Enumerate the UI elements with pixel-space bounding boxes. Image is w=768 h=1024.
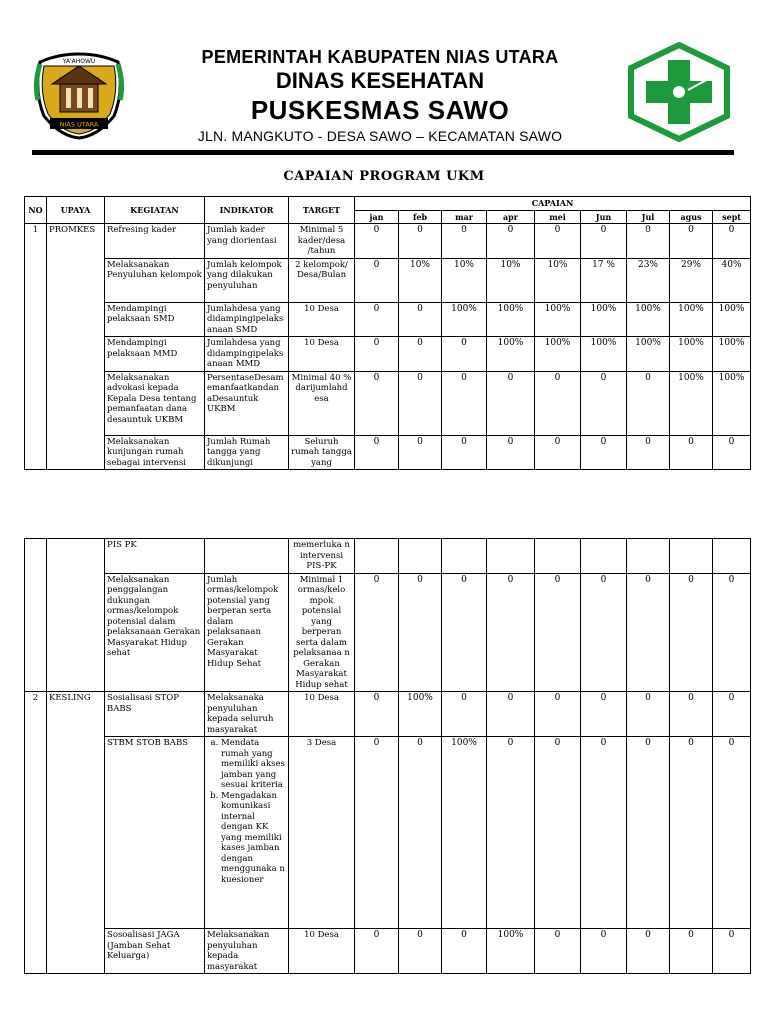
table-row bbox=[25, 573, 751, 692]
row-indikator bbox=[205, 539, 289, 574]
value-cell: 0 bbox=[713, 692, 751, 737]
value-cell: 0 bbox=[627, 929, 670, 974]
header-target: TARGET bbox=[289, 197, 355, 224]
value-cell: 0 bbox=[581, 371, 627, 435]
emblem-top-text: YA'AHOWU bbox=[62, 58, 96, 65]
value-cell: 17 % bbox=[581, 258, 627, 302]
value-cell: 0 bbox=[713, 737, 751, 929]
table-row bbox=[25, 337, 751, 372]
value-cell: 0 bbox=[713, 224, 751, 259]
row-number: 1 bbox=[25, 224, 47, 470]
row-kegiatan: Refresing kader bbox=[105, 224, 205, 259]
value-cell: 0 bbox=[670, 224, 713, 259]
indikator-list bbox=[207, 738, 286, 885]
month-header: Jun bbox=[581, 210, 627, 224]
value-cell: 100% bbox=[487, 302, 535, 337]
row-indikator: Jumlah kader yang diorientasi bbox=[205, 224, 289, 259]
row-number bbox=[25, 539, 47, 692]
value-cell: 100% bbox=[713, 302, 751, 337]
value-cell: 100% bbox=[442, 737, 487, 929]
value-cell: 100% bbox=[581, 302, 627, 337]
list-item: a. Mendata rumah yang memiliki akses jamban yang sesuai kriteria bbox=[221, 738, 286, 791]
value-cell: 0 bbox=[355, 737, 399, 929]
value-cell: 10% bbox=[399, 258, 442, 302]
value-cell: 0 bbox=[355, 258, 399, 302]
letterhead-government: PEMERINTAH KABUPATEN NIAS UTARA bbox=[201, 47, 559, 67]
value-cell: 0 bbox=[581, 692, 627, 737]
value-cell: 0 bbox=[399, 435, 442, 470]
value-cell: 0 bbox=[535, 692, 581, 737]
row-target: 3 Desa bbox=[289, 737, 355, 929]
row-indikator: Melaksanakan penyuluhan kepada masyarakat bbox=[205, 929, 289, 974]
row-kegiatan: Mendampingi pelaksaan SMD bbox=[105, 302, 205, 337]
month-header: feb bbox=[399, 210, 442, 224]
value-cell: 100% bbox=[670, 302, 713, 337]
letterhead-text bbox=[140, 46, 620, 146]
row-kegiatan: Melaksanakan advokasi kepada Kepala Desa tentang pemanfaatan dana desauntuk UKBM bbox=[105, 371, 205, 435]
letterhead bbox=[0, 0, 768, 160]
value-cell: 0 bbox=[355, 573, 399, 692]
letterhead-divider bbox=[32, 150, 734, 155]
value-cell: 0 bbox=[535, 371, 581, 435]
capaian-table-page1 bbox=[24, 196, 751, 470]
row-kegiatan: Melaksanakan penggalangan dukungan ormas/kelompok potensial dalam pelaksanaan Gerakan Masyarakat Hidup sehat bbox=[105, 573, 205, 692]
value-cell: 100% bbox=[535, 302, 581, 337]
value-cell: 0 bbox=[713, 573, 751, 692]
document-title: CAPAIAN PROGRAM UKM bbox=[283, 169, 485, 184]
value-cell: 0 bbox=[581, 737, 627, 929]
emblem-bottom-text: NIAS UTARA bbox=[59, 120, 99, 129]
value-cell: 0 bbox=[487, 224, 535, 259]
value-cell: 0 bbox=[713, 435, 751, 470]
row-target: 10 Desa bbox=[289, 692, 355, 737]
value-cell: 0 bbox=[535, 929, 581, 974]
row-target: 10 Desa bbox=[289, 337, 355, 372]
month-header: mei bbox=[535, 210, 581, 224]
value-cell: 0 bbox=[581, 929, 627, 974]
value-cell: 0 bbox=[399, 302, 442, 337]
value-cell: 100% bbox=[442, 302, 487, 337]
value-cell: 0 bbox=[355, 371, 399, 435]
value-cell: 0 bbox=[581, 573, 627, 692]
value-cell bbox=[581, 539, 627, 574]
value-cell: 40% bbox=[713, 258, 751, 302]
value-cell: 0 bbox=[399, 224, 442, 259]
value-cell bbox=[670, 539, 713, 574]
value-cell: 0 bbox=[535, 573, 581, 692]
value-cell: 0 bbox=[399, 929, 442, 974]
table-row bbox=[25, 435, 751, 470]
table-row bbox=[25, 692, 751, 737]
table-header-row bbox=[25, 197, 751, 211]
table-row bbox=[25, 258, 751, 302]
row-upaya: KESLING bbox=[47, 692, 105, 974]
value-cell: 0 bbox=[535, 737, 581, 929]
letterhead-institution: PUSKESMAS SAWO bbox=[250, 95, 510, 125]
row-kegiatan: PIS PK bbox=[105, 539, 205, 574]
value-cell: 100% bbox=[713, 337, 751, 372]
row-indikator: PersentaseDesam emanfaatkandan aDesauntuk UKBM bbox=[205, 371, 289, 435]
value-cell: 0 bbox=[581, 435, 627, 470]
value-cell: 100% bbox=[670, 371, 713, 435]
row-kegiatan: STBM STOB BABS bbox=[105, 737, 205, 929]
value-cell: 0 bbox=[670, 737, 713, 929]
row-target: Minimal 5 kader/desa /tahun bbox=[289, 224, 355, 259]
row-upaya: PROMKES bbox=[47, 224, 105, 470]
value-cell: 100% bbox=[399, 692, 442, 737]
table-row bbox=[25, 302, 751, 337]
row-target: 2 kelompok/ Desa/Bulan bbox=[289, 258, 355, 302]
value-cell: 0 bbox=[442, 371, 487, 435]
value-cell: 0 bbox=[627, 371, 670, 435]
table-row bbox=[25, 737, 751, 929]
table-row bbox=[25, 371, 751, 435]
row-indikator: Jumlahdesa yang didampingipelaks anaan MMD bbox=[205, 337, 289, 372]
header-upaya: UPAYA bbox=[47, 197, 105, 224]
row-indikator-list bbox=[205, 737, 289, 929]
value-cell: 100% bbox=[487, 929, 535, 974]
row-number: 2 bbox=[25, 692, 47, 974]
row-kegiatan: Melaksanakan Penyuluhan kelompok bbox=[105, 258, 205, 302]
value-cell: 100% bbox=[627, 302, 670, 337]
value-cell: 0 bbox=[535, 435, 581, 470]
value-cell: 0 bbox=[355, 302, 399, 337]
value-cell: 0 bbox=[399, 337, 442, 372]
value-cell: 0 bbox=[670, 692, 713, 737]
value-cell: 0 bbox=[442, 224, 487, 259]
value-cell: 0 bbox=[535, 224, 581, 259]
letterhead-department: DINAS KESEHATAN bbox=[275, 68, 485, 93]
puskesmas-logo-icon bbox=[626, 42, 732, 142]
row-indikator: Jumlah ormas/kelompok potensial yang berperan serta dalam pelaksanaan Gerakan Masyarakat Hidup Sehat bbox=[205, 573, 289, 692]
value-cell: 0 bbox=[627, 224, 670, 259]
month-header: apr bbox=[487, 210, 535, 224]
table-row bbox=[25, 929, 751, 974]
letterhead-address: JLN. MANGKUTO - DESA SAWO – KECAMATAN SAWO bbox=[197, 128, 563, 144]
value-cell: 0 bbox=[442, 337, 487, 372]
row-kegiatan: Sosoalisasi JAGA (Jamban Sehat Keluarga) bbox=[105, 929, 205, 974]
value-cell: 0 bbox=[581, 224, 627, 259]
row-target: Seluruh rumah tangga yang bbox=[289, 435, 355, 470]
value-cell: 0 bbox=[355, 692, 399, 737]
value-cell: 0 bbox=[442, 692, 487, 737]
row-kegiatan: Sosialisasi STOP BABS bbox=[105, 692, 205, 737]
value-cell: 0 bbox=[627, 573, 670, 692]
row-target: Minimal 1 ormas/kelo mpok potensial yang berperan serta dalam pelaksanaa n Gerakan Masyarakat Hidup sehat bbox=[289, 573, 355, 692]
value-cell: 0 bbox=[487, 692, 535, 737]
value-cell: 10% bbox=[535, 258, 581, 302]
row-kegiatan: Melaksanakan kunjungan rumah sebagai intervensi bbox=[105, 435, 205, 470]
value-cell: 0 bbox=[399, 737, 442, 929]
header-indikator: INDIKATOR bbox=[205, 197, 289, 224]
list-item: b. Mengadakan komunikasi internal dengan KK yang memiliki kases jamban dengan menggunaka n kuesioner bbox=[221, 791, 286, 886]
value-cell bbox=[713, 539, 751, 574]
value-cell: 29% bbox=[670, 258, 713, 302]
value-cell bbox=[487, 539, 535, 574]
value-cell bbox=[355, 539, 399, 574]
capaian-table-page2 bbox=[24, 538, 751, 974]
value-cell: 0 bbox=[487, 573, 535, 692]
row-target: Minimal 40 % darijumlahd esa bbox=[289, 371, 355, 435]
table-row-continued bbox=[25, 539, 751, 574]
value-cell: 23% bbox=[627, 258, 670, 302]
header-capaian: CAPAIAN bbox=[355, 197, 751, 211]
value-cell: 100% bbox=[670, 337, 713, 372]
value-cell: 10% bbox=[442, 258, 487, 302]
row-target: 10 Desa bbox=[289, 929, 355, 974]
row-indikator: Melaksanaka penyuluhan kepada seluruh masyarakat bbox=[205, 692, 289, 737]
value-cell: 0 bbox=[713, 929, 751, 974]
value-cell bbox=[627, 539, 670, 574]
value-cell: 0 bbox=[670, 929, 713, 974]
value-cell: 100% bbox=[713, 371, 751, 435]
month-header: sept bbox=[713, 210, 751, 224]
value-cell: 100% bbox=[535, 337, 581, 372]
value-cell: 0 bbox=[670, 435, 713, 470]
row-indikator: Jumlah kelompok yang dilakukan penyuluhan bbox=[205, 258, 289, 302]
header-no: NO bbox=[25, 197, 47, 224]
value-cell: 0 bbox=[627, 435, 670, 470]
value-cell bbox=[442, 539, 487, 574]
value-cell: 0 bbox=[487, 737, 535, 929]
value-cell: 0 bbox=[442, 929, 487, 974]
value-cell: 0 bbox=[442, 573, 487, 692]
month-header: agus bbox=[670, 210, 713, 224]
value-cell: 0 bbox=[627, 692, 670, 737]
value-cell: 0 bbox=[627, 737, 670, 929]
value-cell: 0 bbox=[355, 435, 399, 470]
value-cell: 0 bbox=[487, 435, 535, 470]
row-target: memerluka n intervensi PIS-PK bbox=[289, 539, 355, 574]
header-kegiatan: KEGIATAN bbox=[105, 197, 205, 224]
row-indikator: Jumlah Rumah tangga yang dikunjungi bbox=[205, 435, 289, 470]
month-header: Jul bbox=[627, 210, 670, 224]
value-cell bbox=[535, 539, 581, 574]
row-upaya bbox=[47, 539, 105, 692]
value-cell: 100% bbox=[627, 337, 670, 372]
month-header: jan bbox=[355, 210, 399, 224]
value-cell: 0 bbox=[355, 224, 399, 259]
value-cell: 0 bbox=[487, 371, 535, 435]
nias-utara-emblem-icon bbox=[30, 44, 128, 140]
month-header: mar bbox=[442, 210, 487, 224]
row-target: 10 Desa bbox=[289, 302, 355, 337]
value-cell: 0 bbox=[355, 337, 399, 372]
value-cell: 10% bbox=[487, 258, 535, 302]
value-cell: 0 bbox=[399, 371, 442, 435]
value-cell: 0 bbox=[670, 573, 713, 692]
value-cell: 100% bbox=[487, 337, 535, 372]
value-cell: 0 bbox=[442, 435, 487, 470]
value-cell: 0 bbox=[399, 573, 442, 692]
value-cell bbox=[399, 539, 442, 574]
table-row bbox=[25, 224, 751, 259]
row-kegiatan: Mendampingi pelaksaan MMD bbox=[105, 337, 205, 372]
value-cell: 0 bbox=[355, 929, 399, 974]
row-indikator: Jumlahdesa yang didampingipelaks anaan SMD bbox=[205, 302, 289, 337]
value-cell: 100% bbox=[581, 337, 627, 372]
